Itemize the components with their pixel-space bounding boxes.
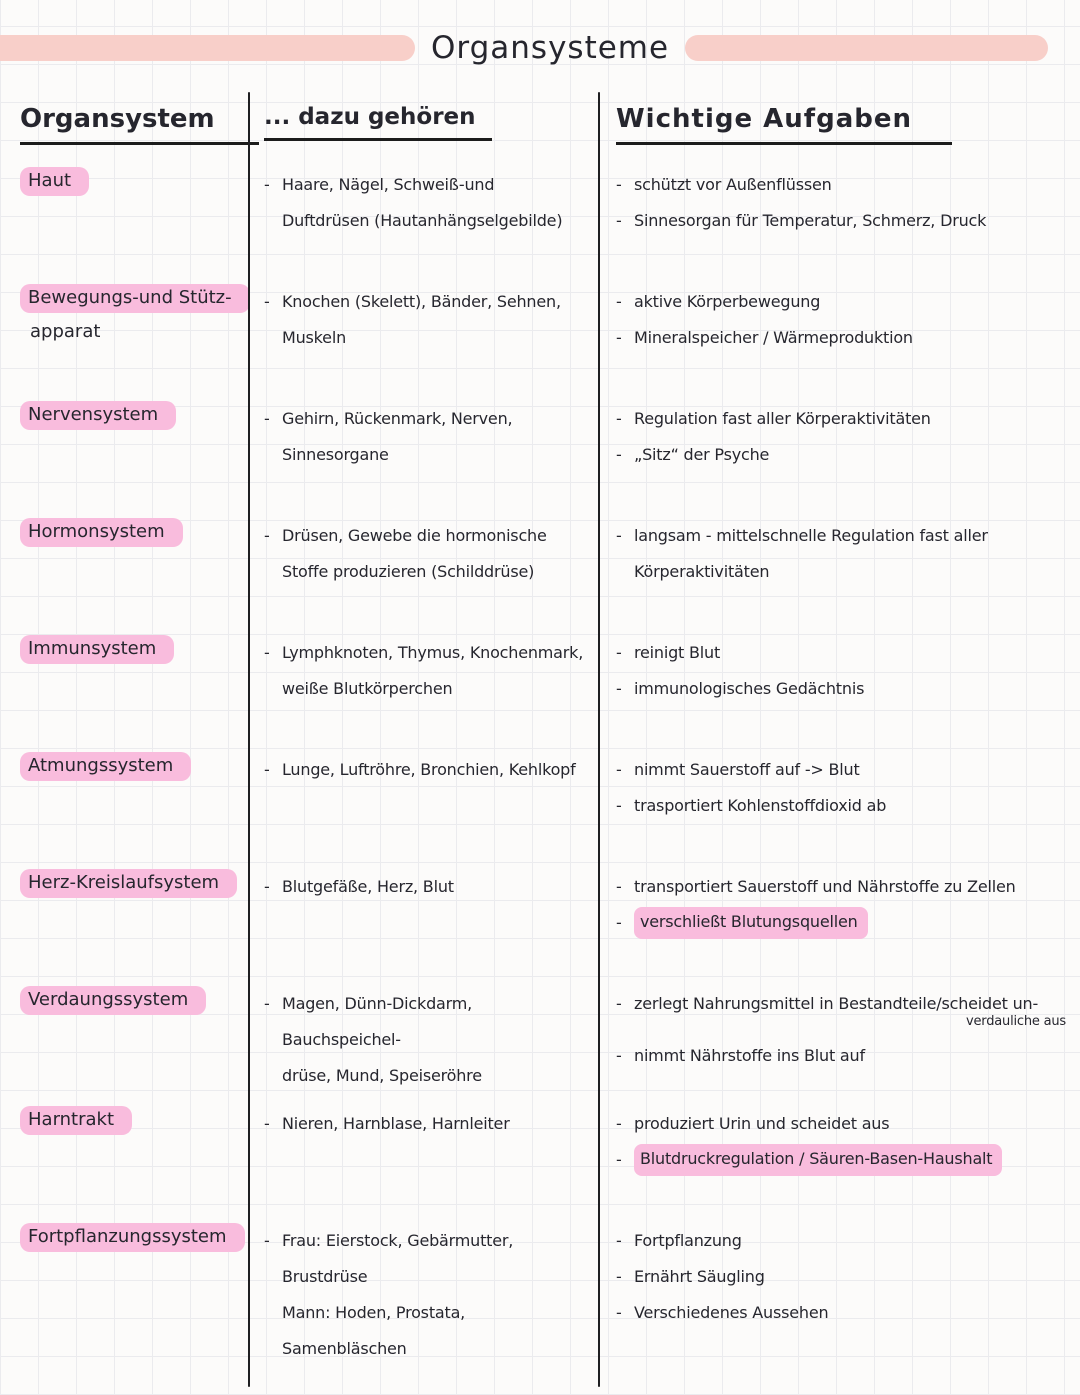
dash-bullet: - — [264, 760, 270, 779]
table-row — [0, 155, 1080, 272]
table-body — [0, 155, 1080, 1367]
task-line — [616, 788, 1072, 824]
tasks-cell — [598, 857, 1080, 974]
organ-systems-table — [0, 92, 1080, 1395]
dash-bullet: - — [616, 796, 622, 815]
belongs-line — [264, 1223, 592, 1295]
organ-label-highlight: Hormonsystem — [20, 518, 183, 547]
dash-bullet: - — [616, 877, 622, 896]
task-text: Sinnesorgan für Temperatur, Schmerz, Druck — [634, 211, 987, 230]
organ-cell — [0, 272, 248, 389]
belongs-text: Lunge, Luftröhre, Bronchien, Kehlkopf — [282, 760, 576, 779]
organ-label-highlight: Bewegungs-und Stütz- — [20, 284, 250, 313]
belongs-line — [264, 1106, 592, 1142]
task-text: verdauliche aus — [966, 1014, 1066, 1029]
column-header-wichtige-aufgaben: Wichtige Aufgaben — [616, 104, 952, 145]
dash-bullet: - — [264, 877, 270, 896]
belongs-line — [264, 1058, 592, 1094]
organ-label-highlight: Immunsystem — [20, 635, 174, 664]
table-row — [0, 740, 1080, 857]
belongs-cell — [248, 1094, 598, 1211]
belongs-cell — [248, 857, 598, 974]
dash-bullet: - — [616, 994, 622, 1013]
belongs-cell — [248, 740, 598, 857]
belongs-line — [264, 869, 592, 905]
task-line — [616, 905, 1072, 941]
task-line — [616, 752, 1072, 788]
table-row — [0, 623, 1080, 740]
tasks-cell — [598, 155, 1080, 272]
task-line — [616, 401, 1072, 437]
column-divider-line-2 — [598, 92, 600, 1387]
task-text: nimmt Sauerstoff auf -> Blut — [634, 760, 860, 779]
dash-bullet: - — [616, 328, 622, 347]
title-highlight-band-right — [685, 35, 1048, 61]
tasks-cell — [598, 272, 1080, 389]
belongs-text: Mann: Hoden, Prostata, Samenbläschen — [282, 1303, 466, 1358]
task-text: nimmt Nährstoffe ins Blut auf — [634, 1046, 865, 1065]
table-row — [0, 506, 1080, 623]
table-row — [0, 1211, 1080, 1367]
table-header-row — [0, 92, 1080, 145]
column-header-organsystem: Organsystem — [20, 104, 259, 145]
task-text: produziert Urin und scheidet aus — [634, 1114, 890, 1133]
belongs-line — [264, 986, 592, 1058]
belongs-line — [264, 1295, 592, 1367]
column-divider-line-1 — [248, 92, 250, 1387]
dash-bullet: - — [616, 760, 622, 779]
belongs-text: Nieren, Harnblase, Harnleiter — [282, 1114, 510, 1133]
tasks-cell — [598, 623, 1080, 740]
belongs-text: Stoffe produzieren (Schilddrüse) — [282, 562, 535, 581]
dash-bullet: - — [616, 1303, 622, 1322]
organ-label-highlight: Harntrakt — [20, 1106, 132, 1135]
dash-bullet: - — [264, 994, 270, 1013]
dash-bullet: - — [616, 1231, 622, 1250]
task-line — [616, 635, 1072, 671]
page-title: Organsysteme — [431, 30, 670, 66]
tasks-cell — [598, 740, 1080, 857]
organ-cell — [0, 506, 248, 623]
task-text: Fortpflanzung — [634, 1231, 742, 1250]
tasks-cell — [598, 506, 1080, 623]
column-header-dazu-gehoeren: ... dazu gehören — [264, 104, 492, 141]
belongs-text: Muskeln — [282, 328, 347, 347]
task-line — [616, 1259, 1072, 1295]
task-text: „Sitz“ der Psyche — [634, 445, 770, 464]
belongs-text: Sinnesorgane — [282, 445, 389, 464]
tasks-cell — [598, 389, 1080, 506]
dash-bullet: - — [616, 679, 622, 698]
task-line — [616, 1106, 1072, 1142]
belongs-cell — [248, 272, 598, 389]
task-line — [616, 1038, 1072, 1074]
dash-bullet: - — [264, 409, 270, 428]
belongs-text: Drüsen, Gewebe die hormonische — [282, 526, 547, 545]
task-text: Regulation fast aller Körperaktivitäten — [634, 409, 931, 428]
belongs-text: drüse, Mund, Speiseröhre — [282, 1066, 482, 1085]
task-line — [616, 1142, 1072, 1178]
header-cell-dazu-gehoeren — [248, 92, 598, 145]
organ-label-highlight: Herz-Kreislaufsystem — [20, 869, 237, 898]
task-text: transportiert Sauerstoff und Nährstoffe zu Zellen — [634, 877, 1016, 896]
task-text: schützt vor Außenflüssen — [634, 175, 832, 194]
belongs-line — [264, 320, 592, 356]
task-text: aktive Körperbewegung — [634, 292, 821, 311]
organ-label-highlight: Fortpflanzungssystem — [20, 1223, 245, 1252]
organ-cell — [0, 389, 248, 506]
belongs-line — [264, 671, 592, 707]
dash-bullet: - — [264, 175, 270, 194]
belongs-line — [264, 203, 592, 239]
table-row — [0, 857, 1080, 974]
task-text: Körperaktivitäten — [634, 562, 770, 581]
task-line — [616, 284, 1072, 320]
tasks-cell — [598, 974, 1080, 1094]
dash-bullet: - — [616, 211, 622, 230]
belongs-text: weiße Blutkörperchen — [282, 679, 453, 698]
dash-bullet: - — [264, 643, 270, 662]
dash-bullet: - — [616, 1114, 622, 1133]
belongs-cell — [248, 155, 598, 272]
belongs-line — [264, 518, 592, 554]
task-text: langsam - mittelschnelle Regulation fast aller — [634, 526, 988, 545]
belongs-line — [264, 554, 592, 590]
task-text: Mineralspeicher / Wärmeproduktion — [634, 328, 913, 347]
task-line — [616, 518, 1072, 554]
tasks-cell — [598, 1211, 1080, 1367]
belongs-text: Duftdrüsen (Hautanhängselgebilde) — [282, 211, 563, 230]
dash-bullet: - — [616, 1046, 622, 1065]
organ-label-highlight: Atmungssystem — [20, 752, 191, 781]
belongs-line — [264, 284, 592, 320]
task-line — [616, 1295, 1072, 1331]
dash-bullet: - — [616, 1267, 622, 1286]
organ-cell — [0, 623, 248, 740]
dash-bullet: - — [616, 1150, 622, 1169]
dash-bullet: - — [616, 643, 622, 662]
belongs-cell — [248, 623, 598, 740]
belongs-cell — [248, 1211, 598, 1367]
organ-cell — [0, 740, 248, 857]
task-line — [616, 1223, 1072, 1259]
belongs-line — [264, 437, 592, 473]
organ-label-highlight: Verdaungssystem — [20, 986, 206, 1015]
dash-bullet: - — [616, 409, 622, 428]
dash-bullet: - — [616, 913, 622, 932]
organ-label-highlight: Haut — [20, 167, 89, 196]
header-cell-organsystem — [0, 92, 248, 145]
table-row — [0, 1094, 1080, 1211]
belongs-text: Blutgefäße, Herz, Blut — [282, 877, 454, 896]
organ-cell — [0, 974, 248, 1094]
table-row — [0, 389, 1080, 506]
belongs-line — [264, 635, 592, 671]
organ-label-highlight: Nervensystem — [20, 401, 176, 430]
dash-bullet: - — [264, 526, 270, 545]
belongs-cell — [248, 974, 598, 1094]
task-line — [616, 671, 1072, 707]
organ-cell — [0, 155, 248, 272]
belongs-line — [264, 752, 592, 788]
task-text: verschließt Blutungsquellen — [634, 907, 868, 939]
dash-bullet: - — [616, 526, 622, 545]
table-row — [0, 974, 1080, 1094]
belongs-text: Lymphknoten, Thymus, Knochenmark, — [282, 643, 584, 662]
header-cell-wichtige-aufgaben — [598, 92, 1080, 145]
belongs-text: Frau: Eierstock, Gebärmutter, Brustdrüse — [282, 1231, 514, 1286]
organ-cell — [0, 1094, 248, 1211]
organ-label-line2: apparat — [30, 321, 101, 342]
task-text: Verschiedenes Aussehen — [634, 1303, 829, 1322]
task-line — [616, 320, 1072, 356]
title-row — [0, 0, 1080, 66]
belongs-line — [264, 167, 592, 203]
task-text: zerlegt Nahrungsmittel in Bestandteile/scheidet un- — [634, 994, 1039, 1013]
tasks-cell — [598, 1094, 1080, 1211]
task-text: immunologisches Gedächtnis — [634, 679, 865, 698]
organ-cell — [0, 857, 248, 974]
belongs-text: Gehirn, Rückenmark, Nerven, — [282, 409, 513, 428]
task-line — [616, 869, 1072, 905]
task-line — [616, 554, 1072, 590]
task-text: reinigt Blut — [634, 643, 721, 662]
dash-bullet: - — [616, 175, 622, 194]
belongs-line — [264, 401, 592, 437]
task-line — [616, 203, 1072, 239]
belongs-text: Knochen (Skelett), Bänder, Sehnen, — [282, 292, 561, 311]
belongs-text: Magen, Dünn-Dickdarm, Bauchspeichel- — [282, 994, 472, 1049]
title-highlight-band-left — [0, 35, 415, 61]
organ-cell — [0, 1211, 248, 1367]
belongs-cell — [248, 389, 598, 506]
table-row — [0, 272, 1080, 389]
task-line — [616, 437, 1072, 473]
belongs-cell — [248, 506, 598, 623]
dash-bullet: - — [616, 292, 622, 311]
dash-bullet: - — [264, 1114, 270, 1133]
dash-bullet: - — [264, 1231, 270, 1250]
task-line — [616, 167, 1072, 203]
dash-bullet: - — [616, 445, 622, 464]
task-text: Ernährt Säugling — [634, 1267, 765, 1286]
belongs-text: Haare, Nägel, Schweiß-und — [282, 175, 495, 194]
task-text: Blutdruckregulation / Säuren-Basen-Haushalt — [634, 1144, 1002, 1176]
dash-bullet: - — [264, 292, 270, 311]
task-text: trasportiert Kohlenstoffdioxid ab — [634, 796, 887, 815]
